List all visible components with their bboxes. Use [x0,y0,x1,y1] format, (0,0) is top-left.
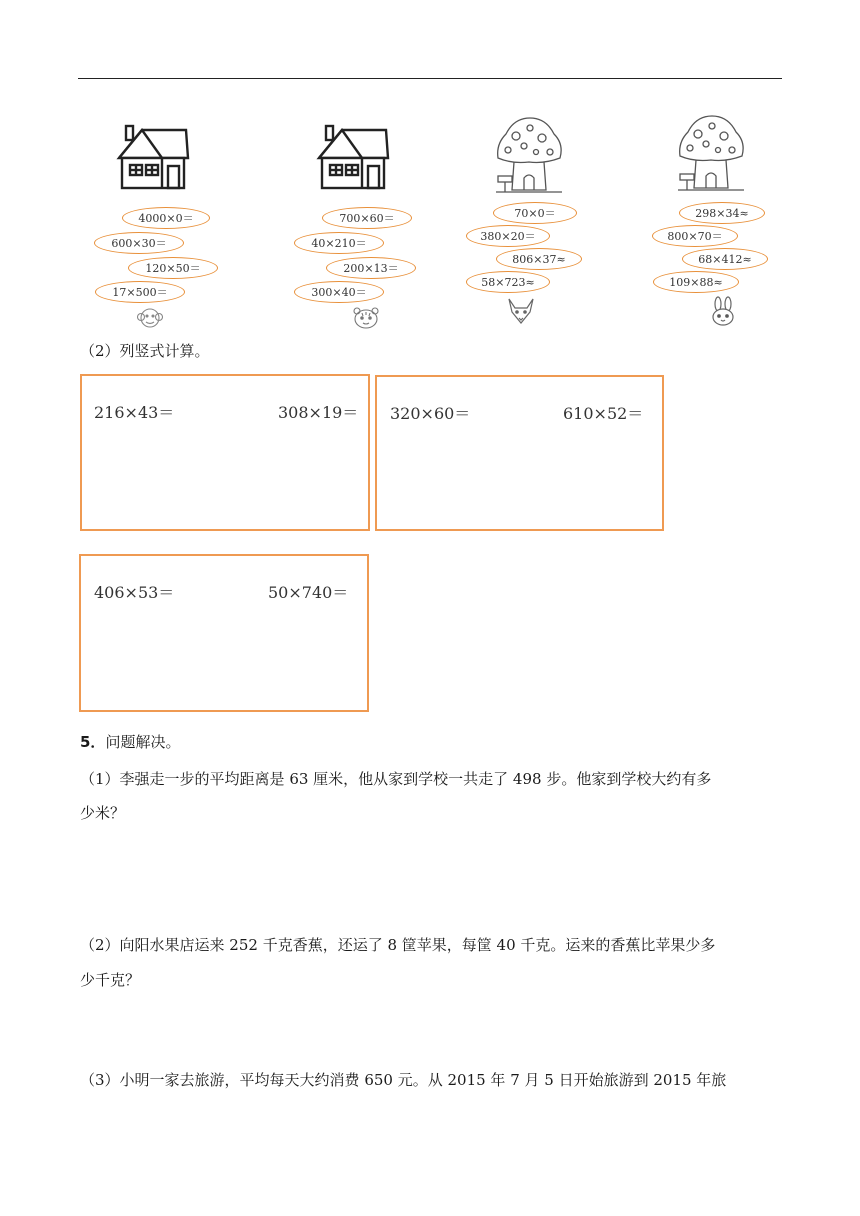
calc-expression: 406×53＝ [94,583,175,602]
oval-problem: 58×723≈ [466,271,550,293]
calc-expression: 320×60＝ [390,404,471,423]
oval-problem: 800×70＝ [652,225,738,247]
monkey-icon [137,306,163,330]
question-2-line1: （2）向阳水果店运来 252 千克香蕉，还运了 8 筐苹果，每筐 40 千克。运来的香蕉比苹果少多 [80,936,716,954]
oval-problem: 17×500＝ [95,281,185,303]
question-2-line2: 少千克？ [80,971,141,989]
section-number: 5． [80,733,106,751]
oval-problem: 4000×0＝ [122,207,210,229]
oval-problem: 600×30＝ [94,232,184,254]
oval-problem: 300×40＝ [294,281,384,303]
oval-problem: 40×210＝ [294,232,384,254]
tiger-icon [352,306,380,330]
house-icon [316,122,390,192]
question-1-line2: 少米？ [80,804,126,822]
calc-box [375,375,664,531]
calc-box [79,554,369,712]
part2-title: （2）列竖式计算。 [80,342,210,360]
oval-problem: 70×0＝ [493,202,577,224]
section-title: 问题解决。 [105,733,181,751]
oval-problem: 700×60＝ [322,207,412,229]
oval-problem: 109×88≈ [653,271,739,293]
question-3-line1: （3）小明一家去旅游，平均每天大约消费 650 元。从 2015 年 7 月 5 日开始旅游到 2015 年旅 [80,1071,727,1089]
calc-expression: 50×740＝ [268,583,349,602]
section-5-heading [80,731,180,752]
oval-problem: 380×20＝ [466,225,550,247]
oval-problem: 120×50＝ [128,257,218,279]
calc-expression: 610×52＝ [563,404,644,423]
house-icon [116,122,190,192]
oval-problem: 806×37≈ [496,248,582,270]
mushroom-house-icon [676,112,746,194]
header-rule [78,78,782,79]
oval-problem: 200×13＝ [326,257,416,279]
calc-expression: 216×43＝ [94,403,175,422]
mushroom-house-icon [494,114,564,196]
oval-problem: 68×412≈ [682,248,768,270]
oval-problem: 298×34≈ [679,202,765,224]
question-1-line1: （1）李强走一步的平均距离是 63 厘米，他从家到学校一共走了 498 步。他家到学校大约有多 [80,770,712,788]
fox-icon [506,296,536,326]
calc-box [80,374,370,531]
calc-expression: 308×19＝ [278,403,359,422]
rabbit-icon [708,296,738,326]
